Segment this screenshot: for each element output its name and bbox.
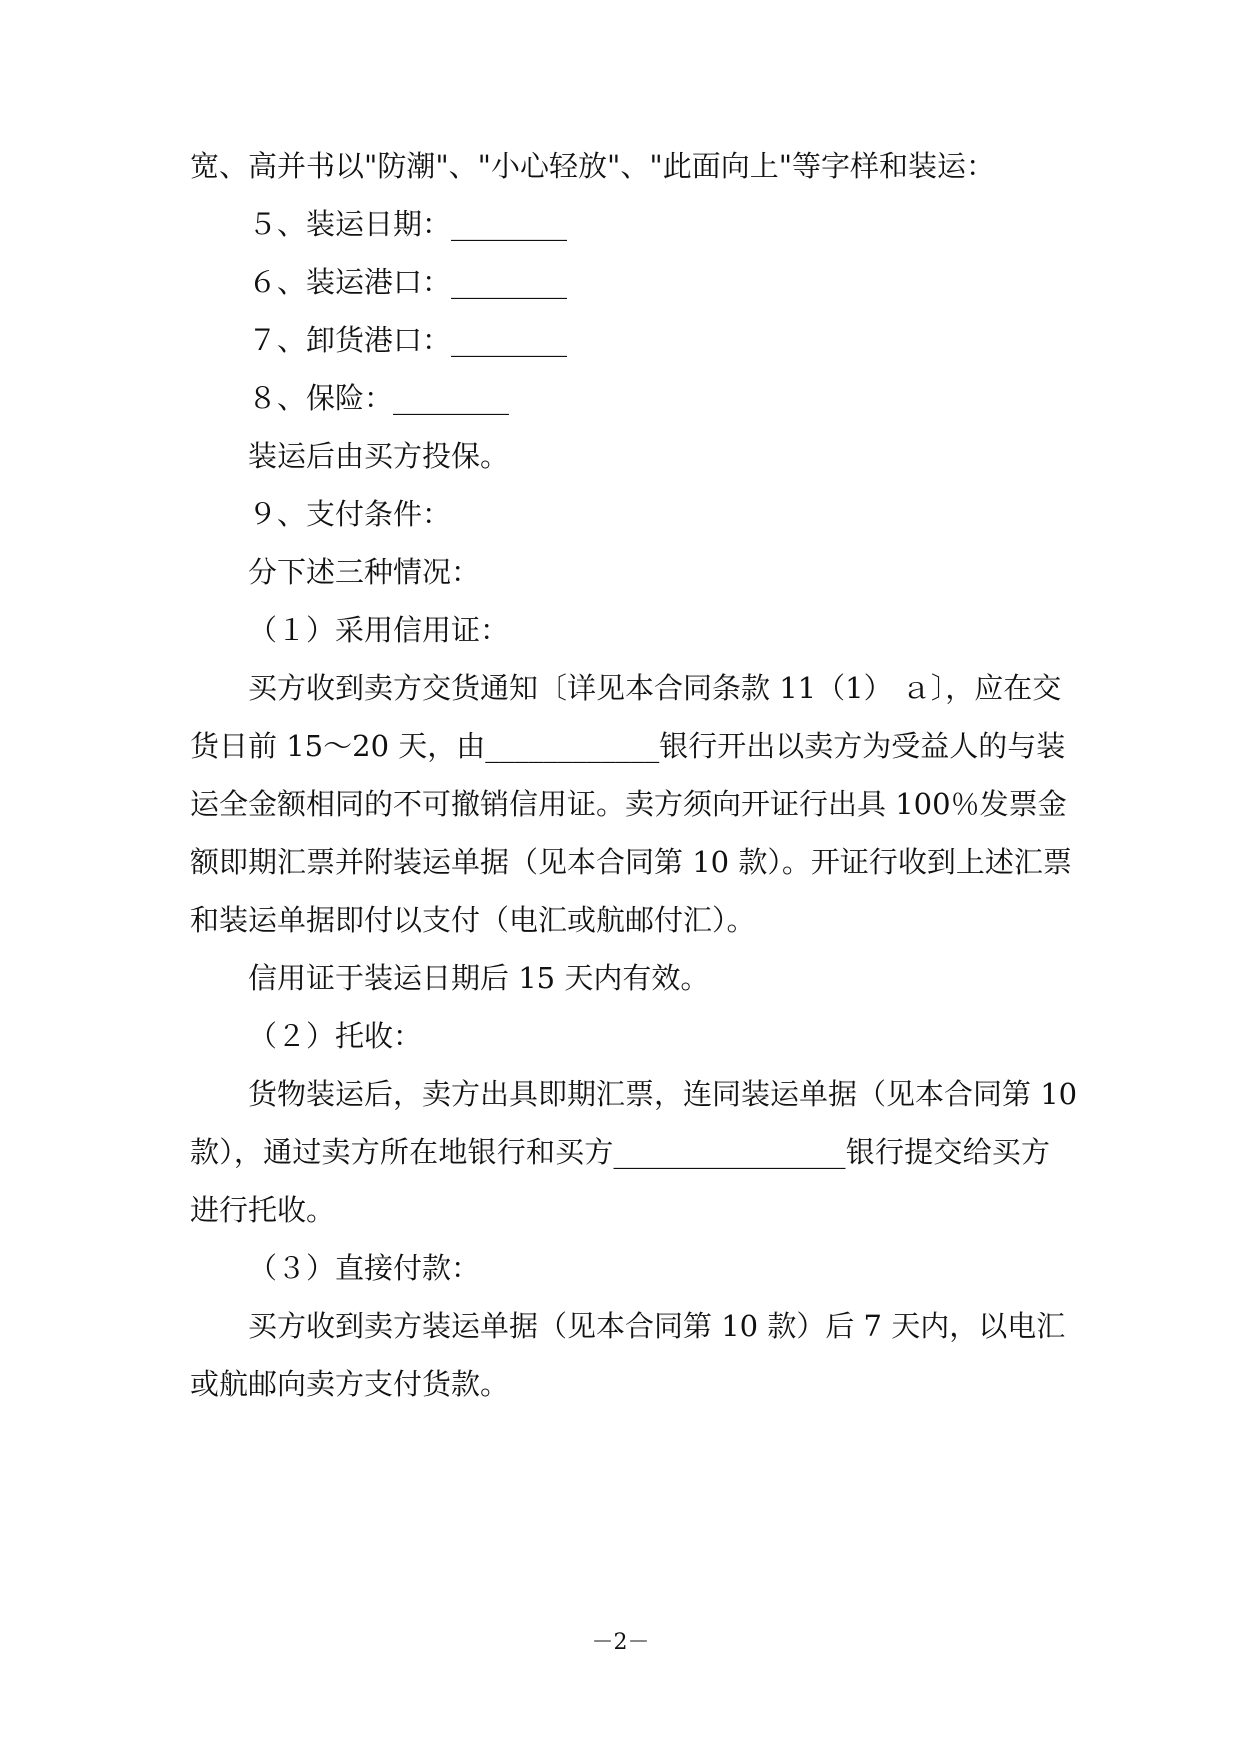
section-heading-collection: （２）托收： [248, 1019, 423, 1053]
paragraph-collection-line-3: 进行托收。 [190, 1193, 336, 1227]
paragraph-collection-line-1: 货物装运后，卖方出具即期汇票，连同装运单据（见本合同第 10 [248, 1077, 1078, 1111]
text-line-lc-validity: 信用证于装运日期后 15 天内有效。 [248, 961, 710, 995]
text-line-packing-marks: 宽、高并书以"防潮"、"小心轻放"、"此面向上"等字样和装运： [190, 149, 996, 183]
text-line-payment-terms: ９、支付条件： [248, 497, 452, 531]
paragraph-lc-line-3: 运全金额相同的不可撤销信用证。卖方须向开证行出具 100％发票金 [190, 787, 1067, 821]
paragraph-lc-line-5: 和装运单据即付以支付（电汇或航邮付汇）。 [190, 903, 756, 937]
text-line-port-of-discharge: ７、卸货港口：________ [248, 323, 568, 357]
page-number: －2－ [591, 1630, 650, 1655]
paragraph-lc-line-1: 买方收到卖方交货通知〔详见本合同条款 11（1） ａ〕，应在交 [248, 671, 1062, 705]
paragraph-direct-payment-line-2: 或航邮向卖方支付货款。 [190, 1367, 510, 1401]
section-heading-direct-payment: （３）直接付款： [248, 1251, 481, 1285]
text-line-insurance: ８、保险：________ [248, 381, 510, 415]
text-line-insurance-note: 装运后由买方投保。 [248, 439, 510, 473]
section-heading-letter-of-credit: （１）采用信用证： [248, 613, 510, 647]
paragraph-lc-line-2: 货日前 15～20 天，由____________银行开出以卖方为受益人的与装 [190, 729, 1066, 763]
paragraph-collection-line-2: 款），通过卖方所在地银行和买方________________银行提交给买方 [190, 1135, 1050, 1169]
text-line-three-cases: 分下述三种情况： [248, 555, 481, 589]
paragraph-direct-payment-line-1: 买方收到卖方装运单据（见本合同第 10 款）后 7 天内，以电汇 [248, 1309, 1066, 1343]
paragraph-lc-line-4: 额即期汇票并附装运单据（见本合同第 10 款）。开证行收到上述汇票 [190, 845, 1072, 879]
text-line-port-of-loading: ６、装运港口：________ [248, 265, 568, 299]
text-line-shipment-date: ５、装运日期：________ [248, 207, 568, 241]
